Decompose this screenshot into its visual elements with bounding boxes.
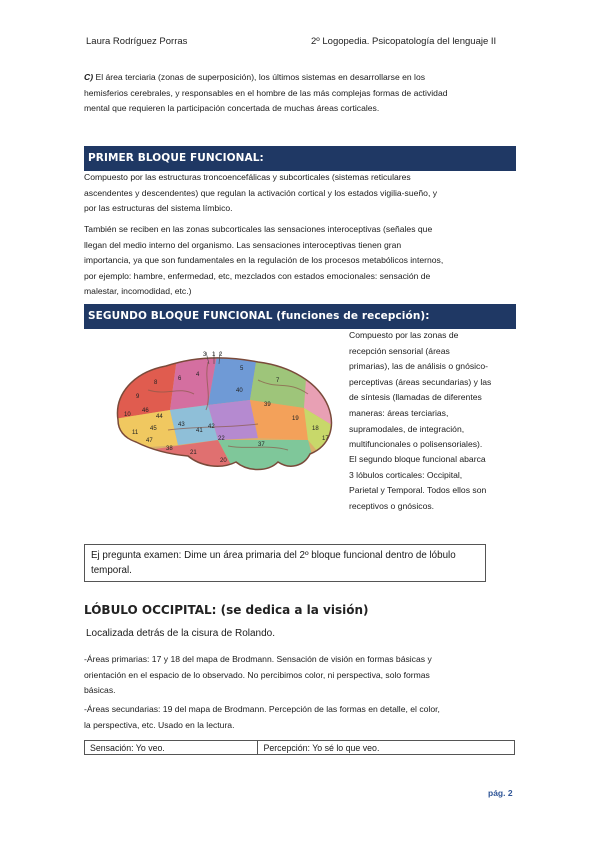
intro-line: hemisferios cerebrales, y responsables en el hombre de las más complejas formas de actividad <box>84 87 448 98</box>
table-row <box>85 741 515 755</box>
text-line: recepción sensorial (áreas <box>349 345 450 356</box>
brain-label: 37 <box>258 442 265 448</box>
section-heading-segundo-bloque: SEGUNDO BLOQUE FUNCIONAL (funciones de recepción): <box>84 304 516 329</box>
brain-label: 7 <box>276 378 280 384</box>
intro-line: mental que requieren la participación concertada de muchas áreas corticales. <box>84 103 380 114</box>
brain-label: 40 <box>236 388 243 394</box>
brain-label: 38 <box>166 446 173 452</box>
brain-label: 18 <box>312 426 319 432</box>
brain-label: 3 <box>203 352 207 358</box>
text-line: ascendentes y descendentes) que regulan la activación cortical y los estados vigilia-sueño, y <box>84 187 438 198</box>
text-line: Compuesto por las zonas de <box>349 330 459 340</box>
brain-label: 6 <box>178 376 182 382</box>
text-line: básicas. <box>84 685 116 696</box>
text-line: multifuncionales o polisensoriales). <box>349 439 483 450</box>
occipital-localizada: Localizada detrás de la cisura de Rolando. <box>86 628 276 639</box>
brain-label: 41 <box>196 428 203 434</box>
text-line: primarias), las de análisis o gnósico- <box>349 361 488 372</box>
text-line: llegan del medio interno del organismo. Las sensaciones interoceptivas tienen gran <box>84 239 402 250</box>
text-line: Parietal y Temporal. Todos ellos son <box>349 485 487 496</box>
occipital-paragraph-1 <box>84 652 524 699</box>
brain-label: 5 <box>240 366 244 372</box>
text-line: Ej pregunta examen: Dime un área primaria del 2º bloque funcional dentro de lóbulo <box>91 550 456 561</box>
text-line: temporal. <box>91 565 132 576</box>
text-line: supramodales, de integración, <box>349 423 465 434</box>
text-line: Compuesto por las estructuras troncoencefálicas y subcorticales (sistemas reticulares <box>84 172 411 182</box>
brain-label: 47 <box>146 438 153 444</box>
exam-question-box <box>84 544 486 582</box>
text-line: por las estructuras del sistema límbico. <box>84 203 233 214</box>
text-line: orientación en el espacio de lo observado. No percibimos color, ni perspectiva, solo formas <box>84 669 430 680</box>
intro-paragraph <box>84 70 524 117</box>
table-cell-sensacion: Sensación: Yo veo. <box>85 741 258 755</box>
text-line: receptivos o gnósicos. <box>349 500 435 511</box>
text-line: El segundo bloque funcional abarca <box>349 454 486 464</box>
header-author: Laura Rodríguez Porras <box>86 36 188 47</box>
brain-label: 21 <box>190 450 197 456</box>
text-line: la perspectiva, etc. Usado en la lectura. <box>84 719 235 730</box>
brain-label: 11 <box>132 430 139 436</box>
brain-label: 46 <box>142 408 149 414</box>
brodmann-brain-image <box>108 350 340 478</box>
text-line: importancia, ya que son fundamentales en la regulación de los procesos metabólicos internos, <box>84 255 444 266</box>
intro-label: C) <box>84 72 94 82</box>
page-number: pág. 2 <box>488 788 513 798</box>
brain-label: 44 <box>156 414 163 420</box>
brain-label: 2 <box>219 352 223 358</box>
brain-label: 43 <box>178 422 185 428</box>
primer-bloque-paragraph-1 <box>84 170 524 217</box>
text-line: -Áreas primarias: 17 y 18 del mapa de Brodmann. Sensación de visión en formas básicas y <box>84 654 432 664</box>
brain-label: 42 <box>208 424 215 430</box>
brain-label: 39 <box>264 402 271 408</box>
intro-line: C) El área terciaria (zonas de superposición), los últimos sistemas en desarrollarse en los <box>84 72 426 82</box>
brain-label: 20 <box>220 458 227 464</box>
brain-label: 1 <box>212 352 216 358</box>
sensation-perception-table <box>84 740 515 755</box>
section-heading-primer-bloque: PRIMER BLOQUE FUNCIONAL: <box>84 146 516 171</box>
brain-label: 45 <box>150 426 157 432</box>
brain-label: 9 <box>136 394 140 400</box>
header-course: 2º Logopedia. Psicopatología del lenguaje II <box>311 36 497 47</box>
text-line: perceptivas (áreas secundarias) y las <box>349 376 492 387</box>
text-line: de síntesis (llamadas de diferentes <box>349 392 482 403</box>
text-line: maneras: áreas terciarias, <box>349 407 449 418</box>
text-line: por ejemplo: hambre, enfermedad, etc, mezclados con estados emocionales: sensación de <box>84 270 431 281</box>
text-line: 3 lóbulos corticales: Occipital, <box>349 469 463 480</box>
brain-label: 17 <box>322 436 329 442</box>
text-line: También se reciben en las zonas subcorticales las sensaciones interoceptivas (señales que <box>84 224 433 234</box>
text-line: -Áreas secundarias: 19 del mapa de Brodmann. Percepción de las formas en detalle, el color, <box>84 704 440 714</box>
text-line: malestar, incomodidad, etc.) <box>84 286 192 297</box>
brain-label: 4 <box>196 372 200 378</box>
segundo-bloque-paragraph-2 <box>349 452 524 514</box>
brain-label: 10 <box>124 412 131 418</box>
brain-label: 19 <box>292 416 299 422</box>
occipital-paragraph-2 <box>84 702 524 733</box>
segundo-bloque-paragraph-1 <box>349 328 524 453</box>
primer-bloque-paragraph-2 <box>84 222 524 300</box>
occipital-heading: LÓBULO OCCIPITAL: (se dedica a la visión) <box>84 603 369 617</box>
brain-label: 22 <box>218 436 225 442</box>
table-cell-percepcion: Percepción: Yo sé lo que veo. <box>258 741 515 755</box>
brain-label: 8 <box>154 380 158 386</box>
